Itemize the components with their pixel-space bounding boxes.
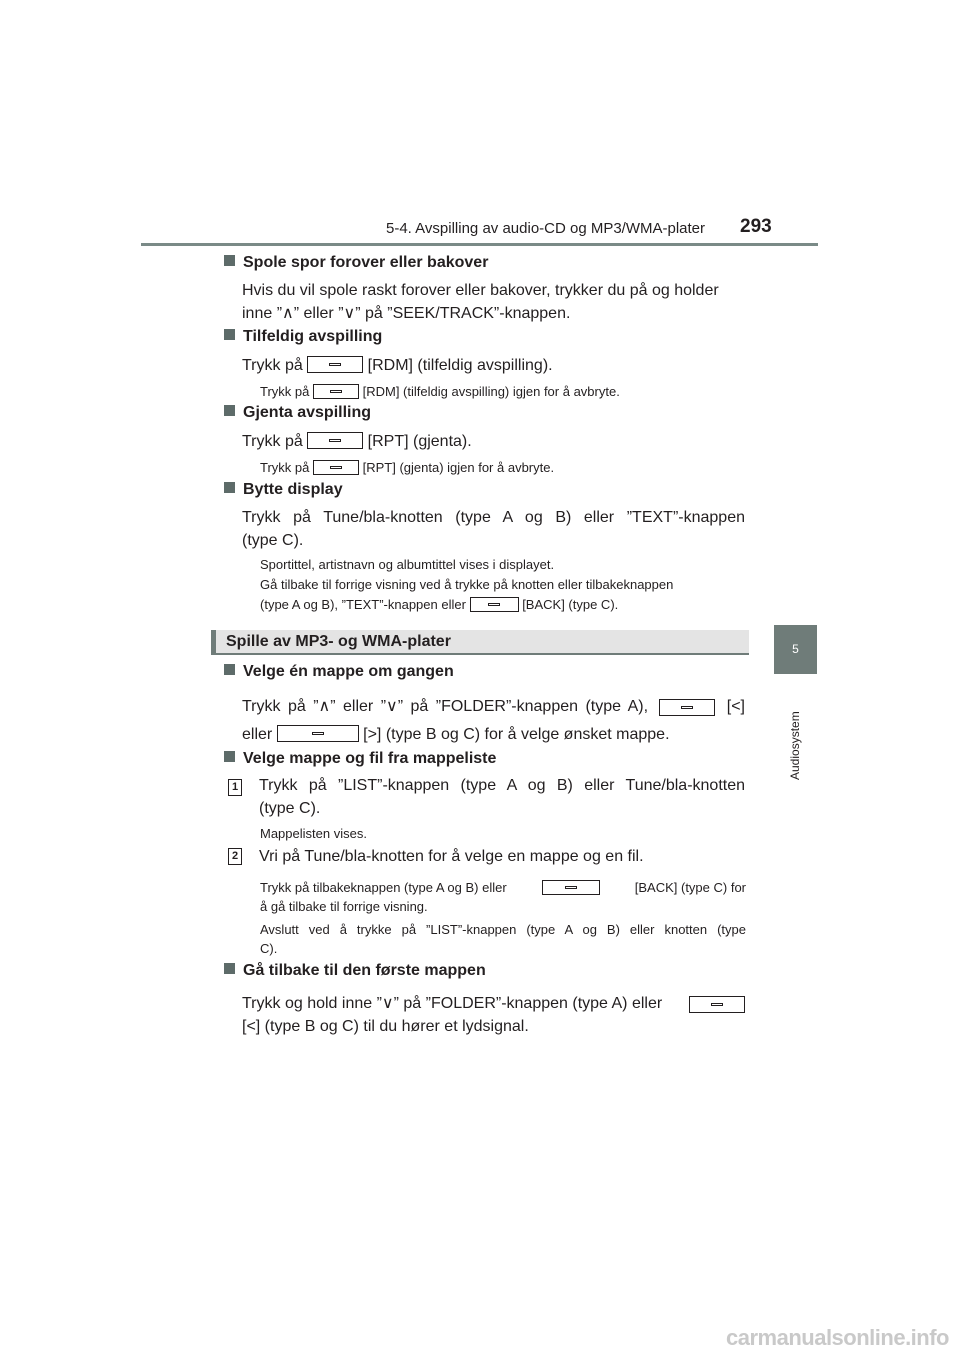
heading-gjenta: Gjenta avspilling [224, 404, 371, 422]
prev-folder-button-icon [659, 699, 715, 716]
step-number-1: 1 [228, 779, 242, 796]
heading-spole: Spole spor forover eller bakover [224, 254, 488, 272]
paragraph-gjenta: Trykk på [RPT] (gjenta). [242, 433, 472, 450]
note-bytte: Sportittel, artistnavn og albumtittel vises i displayet. Gå tilbake til forrige visning ved å trykke på knotten eller tilbakeknappen (type A og B), ”TEXT”-knappen eller [BACK] (type C). [260, 557, 674, 612]
header-divider [141, 243, 818, 246]
heading-velge-en: Velge én mappe om gangen [224, 663, 454, 681]
rpt-button-icon [307, 432, 363, 449]
header-section-title: 5-4. Avspilling av audio-CD og MP3/WMA-plater [386, 220, 706, 237]
chapter-tab: 5 [774, 625, 817, 674]
back-button-icon [470, 597, 519, 612]
paragraph-tilfeldig: Trykk på [RDM] (tilfeldig avspilling). [242, 357, 553, 374]
heading-ga-tilbake: Gå tilbake til den første mappen [224, 962, 486, 980]
next-folder-button-icon [277, 725, 359, 742]
square-bullet-icon [224, 963, 235, 974]
rdm-button-icon [307, 356, 363, 373]
watermark: carmanualsonline.info [726, 1325, 949, 1350]
note-gjenta: Trykk på [RPT] (gjenta) igjen for å avbryte. [260, 460, 555, 475]
step-number-2: 2 [228, 848, 242, 865]
note-tilfeldig: Trykk på [RDM] (tilfeldig avspilling) igjen for å avbryte. [260, 384, 620, 399]
step-1-text: Trykk på ”LIST”-knappen (type A og B) eller Tune/bla-knotten (type C). [259, 777, 745, 817]
page-number: 293 [740, 216, 772, 237]
step-2-text: Vri på Tune/bla-knotten for å velge en mappe og en fil. [259, 848, 644, 865]
paragraph-velge-en: Trykk på ”∧” eller ”∨” på ”FOLDER”-knappen (type A), [<] eller [>] (type B og C) for å velge ønsket mappe. [242, 698, 745, 743]
square-bullet-icon [224, 482, 235, 493]
rpt-button-icon [313, 460, 359, 475]
chapter-label: Audiosystem [788, 711, 802, 780]
heading-velge-liste: Velge mappe og fil fra mappeliste [224, 750, 496, 768]
square-bullet-icon [224, 664, 235, 675]
paragraph-ga-tilbake: Trykk og hold inne ”∨” på ”FOLDER”-knappen (type A) eller [<] (type B og C) til du hører et lydsignal. [242, 992, 745, 1038]
paragraph-spole: Hvis du vil spole raskt forover eller bakover, trykker du på og holder inne ”∧” eller ”∨” på ”SEEK/TRACK”-knappen. [242, 282, 719, 322]
square-bullet-icon [224, 329, 235, 340]
square-bullet-icon [224, 405, 235, 416]
paragraph-bytte: Trykk på Tune/bla-knotten (type A og B) eller ”TEXT”-knappen (type C). [242, 509, 745, 549]
prev-folder-button-icon [689, 996, 745, 1013]
rdm-button-icon [313, 384, 359, 399]
section-heading-mp3: Spille av MP3- og WMA-plater [211, 630, 749, 655]
back-button-icon [542, 880, 600, 895]
step-2-notes: Trykk på tilbakeknappen (type A og B) eller [BACK] (type C) for å gå tilbake til forrige visning. Avslutt ved å trykke på ”LIST”-knappen (type A og B) eller knotten (type C). [260, 880, 746, 956]
square-bullet-icon [224, 255, 235, 266]
heading-tilfeldig: Tilfeldig avspilling [224, 328, 382, 346]
square-bullet-icon [224, 751, 235, 762]
heading-bytte: Bytte display [224, 481, 343, 499]
step-1-note: Mappelisten vises. [260, 826, 367, 841]
